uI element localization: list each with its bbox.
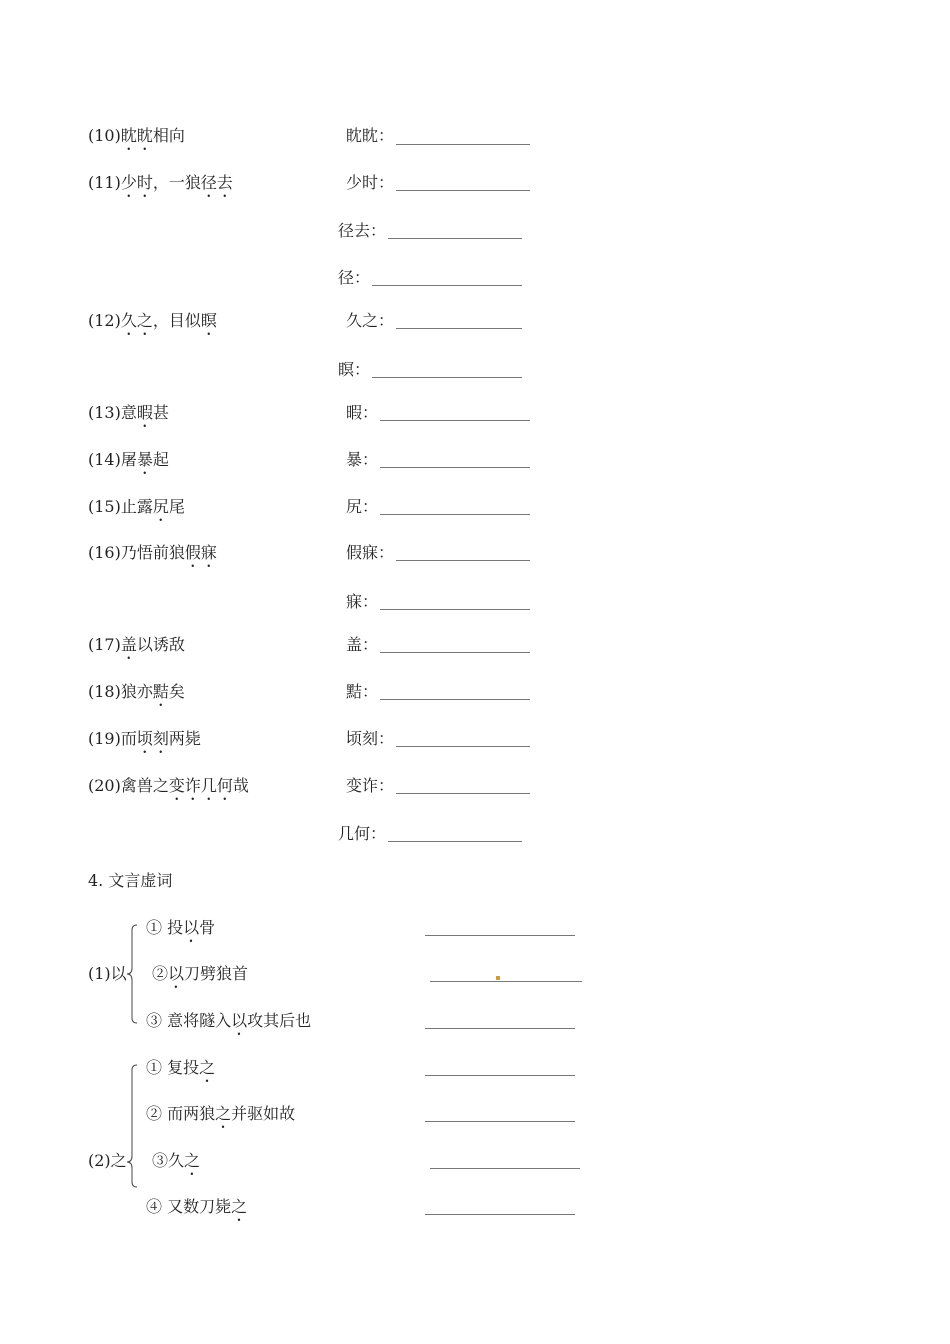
item-text: 甚 — [152, 403, 169, 422]
item-text: 哉 — [232, 776, 249, 795]
answer-blank[interactable] — [396, 328, 522, 329]
item-number: (10) — [88, 126, 121, 145]
item-text: 尾 — [168, 497, 185, 516]
answer-blank[interactable] — [372, 377, 522, 378]
item-number: (12) — [88, 311, 121, 330]
dotted-word: 顷刻 — [136, 729, 169, 748]
answer-blank[interactable] — [430, 981, 582, 982]
item-number: (11) — [88, 173, 121, 192]
prompt-label: 尻： — [346, 497, 379, 516]
dotted-word: 之 — [184, 1151, 201, 1170]
item-number: (20) — [88, 776, 121, 795]
dotted-word: 径去 — [200, 173, 233, 192]
answer-blank[interactable] — [396, 746, 530, 747]
answer-blank[interactable] — [380, 467, 530, 468]
item-20 — [88, 776, 249, 804]
item-number: (17) — [88, 635, 121, 654]
item-18 — [88, 682, 185, 710]
prompt-label: 几何： — [338, 824, 387, 843]
prompt-label: 暇： — [346, 403, 379, 422]
dotted-word: 之 — [231, 1197, 248, 1216]
item-text: 狼亦 — [120, 682, 153, 701]
item-number: (16) — [88, 543, 121, 562]
section-heading: 4. 文言虚词 — [88, 871, 173, 890]
answer-blank[interactable] — [396, 793, 530, 794]
answer-blank[interactable] — [380, 420, 530, 421]
item-number: (18) — [88, 682, 121, 701]
item-12 — [88, 311, 217, 339]
prompt-label: 黠： — [346, 682, 379, 701]
prompt-label: 久之： — [346, 311, 395, 330]
answer-blank[interactable] — [380, 699, 530, 700]
answer-blank[interactable] — [430, 1168, 580, 1169]
prompt-label: 顷刻： — [346, 729, 395, 748]
answer-blank[interactable] — [425, 1214, 575, 1215]
answer-blank[interactable] — [425, 935, 575, 936]
answer-blank[interactable] — [396, 190, 530, 191]
group-label: (1)以 — [88, 964, 127, 983]
answer-blank[interactable] — [396, 560, 530, 561]
item-13 — [88, 403, 169, 431]
answer-blank[interactable] — [388, 238, 522, 239]
dotted-word: 久之 — [120, 311, 153, 330]
sub-item: ② 而两狼之并驱如故 — [146, 1104, 296, 1123]
item-text: 矣 — [168, 682, 185, 701]
sub-item: ① 复投之 — [146, 1058, 216, 1077]
sub-item: ④ 又数刀毙之 — [146, 1197, 248, 1216]
answer-blank[interactable] — [380, 652, 530, 653]
item-17 — [88, 635, 185, 663]
item-text: 禽兽之 — [120, 776, 169, 795]
dotted-word: 盖 — [120, 635, 137, 654]
item-text: ，目似 — [152, 311, 201, 330]
item-number: (15) — [88, 497, 121, 516]
dotted-word: 以 — [231, 1011, 248, 1030]
dotted-word: 以 — [183, 918, 200, 937]
answer-blank[interactable] — [425, 1028, 575, 1029]
prompt-label: 盖： — [346, 635, 379, 654]
dotted-word: 之 — [199, 1058, 216, 1077]
dotted-word: 瞑 — [200, 311, 217, 330]
item-text: 以诱敌 — [136, 635, 185, 654]
prompt-label: 眈眈： — [346, 126, 395, 145]
item-text: 乃悟前狼 — [120, 543, 185, 562]
prompt-label: 寐： — [346, 592, 379, 611]
item-10 — [88, 126, 185, 154]
item-text: 两毙 — [168, 729, 201, 748]
prompt-label: 瞑： — [338, 360, 371, 379]
item-14 — [88, 450, 169, 478]
answer-blank[interactable] — [425, 1075, 575, 1076]
item-text: ，一狼 — [152, 173, 201, 192]
item-text: 起 — [152, 450, 169, 469]
dotted-word: 变诈几何 — [168, 776, 233, 795]
answer-blank[interactable] — [388, 841, 522, 842]
prompt-label: 假寐： — [346, 543, 395, 562]
answer-blank[interactable] — [380, 609, 530, 610]
brace-icon — [126, 924, 138, 1024]
item-19 — [88, 729, 201, 757]
answer-blank[interactable] — [372, 285, 522, 286]
item-text: 相向 — [152, 126, 185, 145]
dotted-word: 黠 — [152, 682, 169, 701]
item-16 — [88, 543, 217, 571]
sub-item: ③久之 — [152, 1151, 201, 1170]
prompt-label: 变诈： — [346, 776, 395, 795]
dotted-word: 假寐 — [184, 543, 217, 562]
dotted-word: 尻 — [152, 497, 169, 516]
item-text: 意 — [120, 403, 137, 422]
prompt-label: 径： — [338, 268, 371, 287]
group-label: (2)之 — [88, 1151, 127, 1170]
sub-item: ① 投以骨 — [146, 918, 216, 937]
prompt-label: 径去： — [338, 221, 387, 240]
answer-blank[interactable] — [380, 514, 530, 515]
cursor-marker — [496, 976, 500, 980]
item-text: 屠 — [120, 450, 137, 469]
sub-item: ②以刀劈狼首 — [152, 964, 249, 983]
prompt-label: 少时： — [346, 173, 395, 192]
answer-blank[interactable] — [425, 1121, 575, 1122]
dotted-word: 暴 — [136, 450, 153, 469]
item-number: (13) — [88, 403, 121, 422]
dotted-word: 少时 — [120, 173, 153, 192]
dotted-word: 之 — [215, 1104, 232, 1123]
dotted-word: 眈眈 — [120, 126, 153, 145]
item-text: 而 — [120, 729, 137, 748]
item-11 — [88, 173, 233, 201]
dotted-word: 以 — [168, 964, 185, 983]
item-number: (14) — [88, 450, 121, 469]
sub-item: ③ 意将隧入以攻其后也 — [146, 1011, 312, 1030]
item-number: (19) — [88, 729, 121, 748]
dotted-word: 暇 — [136, 403, 153, 422]
item-15 — [88, 497, 185, 525]
answer-blank[interactable] — [396, 144, 530, 145]
item-text: 止露 — [120, 497, 153, 516]
brace-icon — [126, 1064, 138, 1188]
prompt-label: 暴： — [346, 450, 379, 469]
